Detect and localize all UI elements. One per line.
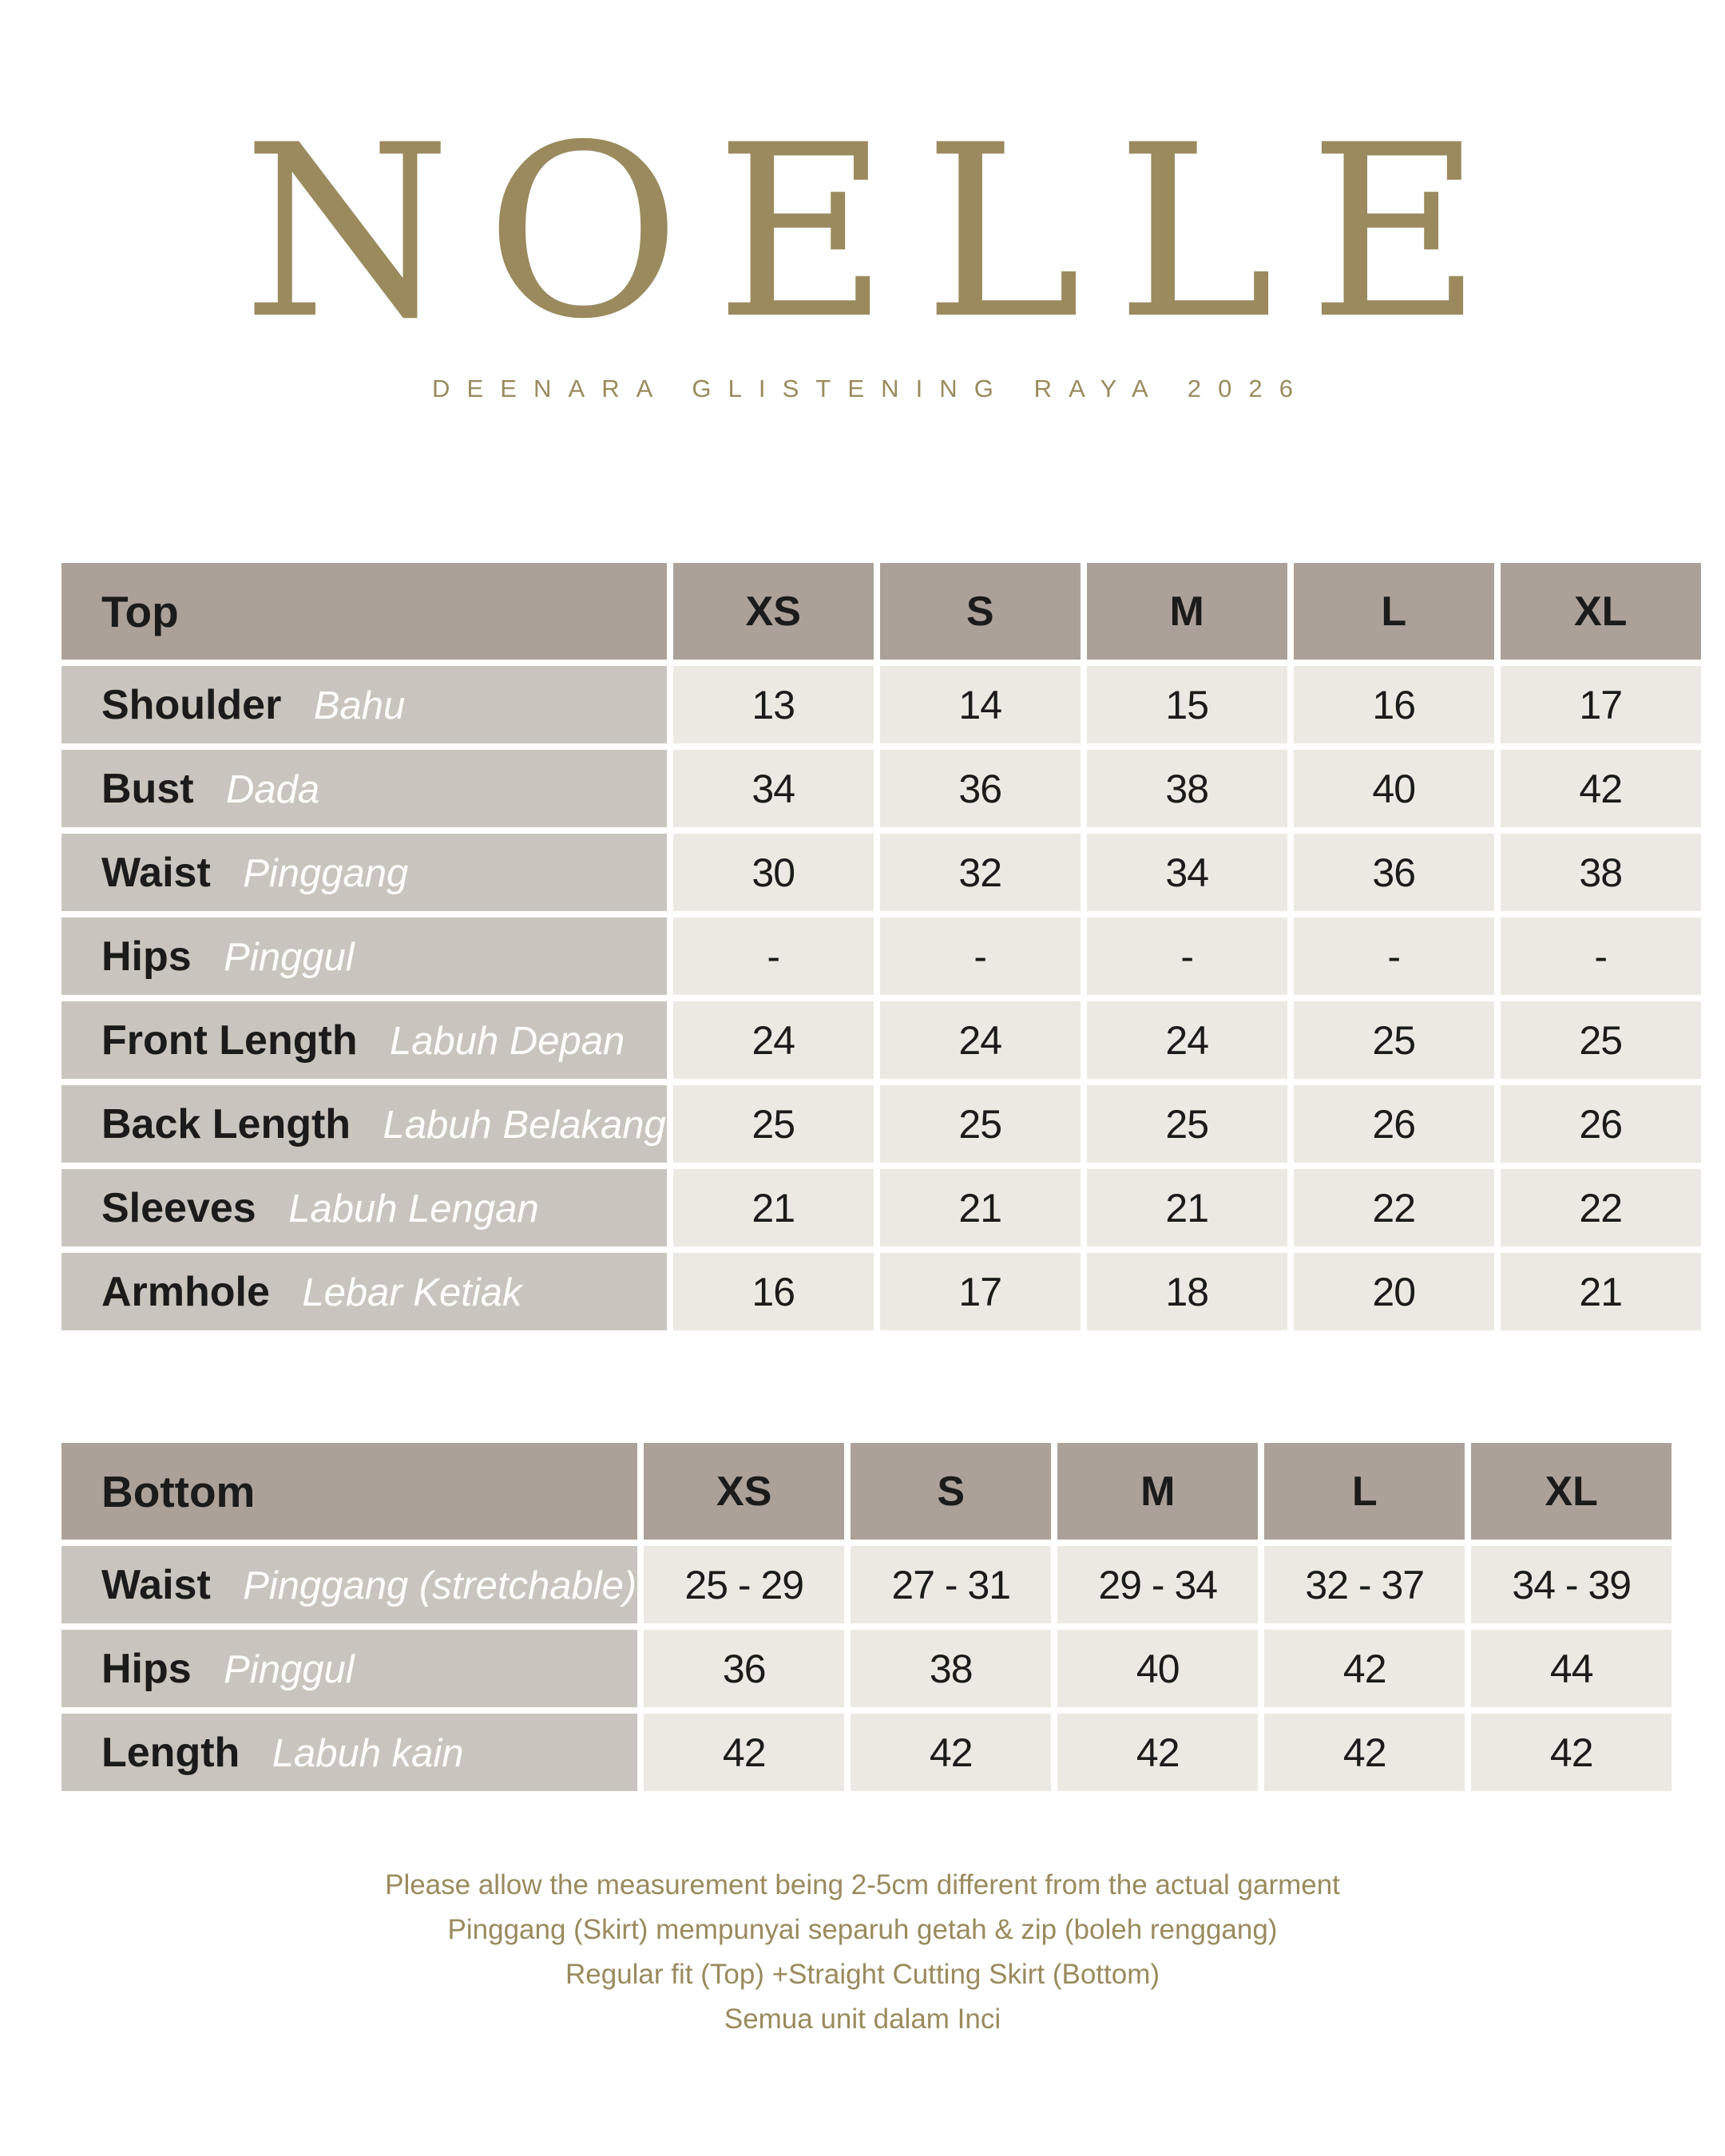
size-value: 42	[851, 1714, 1051, 1791]
size-value: 42	[1471, 1714, 1671, 1791]
top-table-header-row	[61, 563, 1701, 660]
row-bust	[61, 750, 1701, 827]
size-value: 26	[1294, 1085, 1494, 1163]
size-header-m: M	[1057, 1443, 1258, 1540]
size-value: 24	[880, 1001, 1081, 1079]
size-value: 14	[880, 666, 1081, 743]
size-value: 25	[1501, 1001, 1701, 1079]
size-value: 38	[1501, 834, 1701, 911]
bottom-size-table	[55, 1437, 1678, 1797]
size-value: -	[1501, 917, 1701, 995]
size-value: 42	[1264, 1714, 1465, 1791]
size-value: -	[673, 917, 874, 995]
measurement-label-en: Shoulder	[101, 681, 282, 728]
row-front-length	[61, 1001, 1701, 1079]
size-value: 38	[1087, 750, 1287, 827]
note-fit-description: Regular fit (Top) +Straight Cutting Skirt (Bottom)	[565, 1959, 1160, 1990]
size-value: 36	[880, 750, 1081, 827]
size-value: 32	[880, 834, 1081, 911]
measurement-label-malay: Labuh Belakang	[383, 1103, 666, 1147]
measurement-label-malay: Lebar Ketiak	[302, 1270, 522, 1314]
measurement-label-malay: Pinggang	[243, 851, 409, 895]
footer-notes	[0, 1863, 1725, 2042]
size-value: 20	[1294, 1253, 1494, 1330]
measurement-label-malay: Pinggul	[224, 935, 355, 979]
measurement-label-en: Waist	[101, 1561, 211, 1608]
measurement-label-en: Waist	[101, 849, 211, 896]
row-back-length	[61, 1085, 1701, 1163]
row-armhole	[61, 1253, 1701, 1330]
size-value: 21	[673, 1169, 874, 1246]
size-value: 16	[1294, 666, 1494, 743]
size-value: 44	[1471, 1630, 1671, 1707]
measurement-label-malay: Labuh Depan	[390, 1019, 625, 1063]
size-header-xl: XL	[1501, 563, 1701, 660]
note-skirt-waistband: Pinggang (Skirt) mempunyai separuh getah & zip (boleh renggang)	[447, 1914, 1278, 1945]
size-value: 36	[644, 1630, 844, 1707]
measurement-label-cell	[61, 1169, 667, 1246]
measurement-label-cell	[61, 666, 667, 743]
size-value: 36	[1294, 834, 1494, 911]
note-measurement-tolerance: Please allow the measurement being 2-5cm different from the actual garment	[385, 1869, 1340, 1900]
top-size-table	[55, 557, 1707, 1337]
size-value: 21	[1087, 1169, 1287, 1246]
measurement-label-cell	[61, 1085, 667, 1163]
row-shoulder	[61, 666, 1701, 743]
row-length-bottom	[61, 1714, 1671, 1791]
measurement-label-cell	[61, 750, 667, 827]
size-value: 34	[1087, 834, 1287, 911]
measurement-label-en: Front Length	[101, 1017, 358, 1064]
size-value: 26	[1501, 1085, 1701, 1163]
size-header-xs: XS	[644, 1443, 844, 1540]
size-value: 17	[1501, 666, 1701, 743]
size-value: 25	[673, 1085, 874, 1163]
size-value: 29 - 34	[1057, 1546, 1258, 1623]
size-header-s: S	[880, 563, 1081, 660]
measurement-label-malay: Pinggang (stretchable)	[243, 1563, 637, 1607]
measurement-label-cell	[61, 834, 667, 911]
size-value: 34 - 39	[1471, 1546, 1671, 1623]
size-value: 42	[1501, 750, 1701, 827]
size-value: 15	[1087, 666, 1287, 743]
size-header-xs: XS	[673, 563, 874, 660]
measurement-label-en: Hips	[101, 1645, 192, 1692]
bottom-table-header-row	[61, 1443, 1671, 1540]
measurement-label-en: Armhole	[101, 1268, 270, 1315]
row-waist-bottom	[61, 1546, 1671, 1623]
brand-title: NOELLE	[243, 94, 1517, 371]
size-value: 30	[673, 834, 874, 911]
measurement-label-en: Back Length	[101, 1100, 351, 1147]
measurement-label-malay: Bahu	[313, 684, 406, 727]
size-value: 40	[1294, 750, 1494, 827]
measurement-label-malay: Dada	[226, 767, 320, 811]
measurement-label-malay: Labuh Lengan	[288, 1187, 539, 1231]
size-value: 22	[1294, 1169, 1494, 1246]
size-value: 16	[673, 1253, 874, 1330]
size-value: 22	[1501, 1169, 1701, 1246]
size-header-m: M	[1087, 563, 1287, 660]
size-value: 42	[1057, 1714, 1258, 1791]
row-hips-bottom	[61, 1630, 1671, 1707]
collection-subtitle: DEENARA GLISTENING RAYA 2026	[432, 375, 1311, 402]
size-value: 27 - 31	[851, 1546, 1051, 1623]
size-value: 13	[673, 666, 874, 743]
size-header-xl: XL	[1471, 1443, 1671, 1540]
top-table-title: Top	[61, 563, 667, 660]
bottom-table-title: Bottom	[61, 1443, 637, 1540]
measurement-label-cell	[61, 1630, 637, 1707]
row-sleeves	[61, 1169, 1701, 1246]
size-value: 34	[673, 750, 874, 827]
size-header-l: L	[1294, 563, 1494, 660]
size-value: 25	[1087, 1085, 1287, 1163]
size-value: 25	[1294, 1001, 1494, 1079]
size-value: 42	[1264, 1630, 1465, 1707]
size-value: 40	[1057, 1630, 1258, 1707]
size-value: -	[880, 917, 1081, 995]
row-hips	[61, 917, 1701, 995]
measurement-label-cell	[61, 1714, 637, 1791]
size-value: 25	[880, 1085, 1081, 1163]
size-value: 25 - 29	[644, 1546, 844, 1623]
measurement-label-cell	[61, 917, 667, 995]
size-value: 32 - 37	[1264, 1546, 1465, 1623]
measurement-label-cell	[61, 1546, 637, 1623]
size-value: 21	[1501, 1253, 1701, 1330]
measurement-label-malay: Labuh kain	[272, 1731, 464, 1775]
measurement-label-cell	[61, 1253, 667, 1330]
note-units: Semua unit dalam Inci	[724, 2003, 1001, 2035]
size-header-l: L	[1264, 1443, 1465, 1540]
size-value: 21	[880, 1169, 1081, 1246]
measurement-label-en: Hips	[101, 933, 192, 980]
size-value: 18	[1087, 1253, 1287, 1330]
size-value: 38	[851, 1630, 1051, 1707]
row-waist	[61, 834, 1701, 911]
size-value: 24	[673, 1001, 874, 1079]
size-value: 24	[1087, 1001, 1287, 1079]
size-value: 42	[644, 1714, 844, 1791]
size-header-s: S	[851, 1443, 1051, 1540]
measurement-label-malay: Pinggul	[224, 1647, 355, 1691]
size-value: -	[1294, 917, 1494, 995]
size-value: 17	[880, 1253, 1081, 1330]
measurement-label-en: Bust	[101, 765, 194, 812]
size-chart-page	[0, 94, 1725, 2156]
measurement-label-en: Sleeves	[101, 1184, 256, 1231]
measurement-label-en: Length	[101, 1729, 240, 1776]
size-value: -	[1087, 917, 1287, 995]
measurement-label-cell	[61, 1001, 667, 1079]
